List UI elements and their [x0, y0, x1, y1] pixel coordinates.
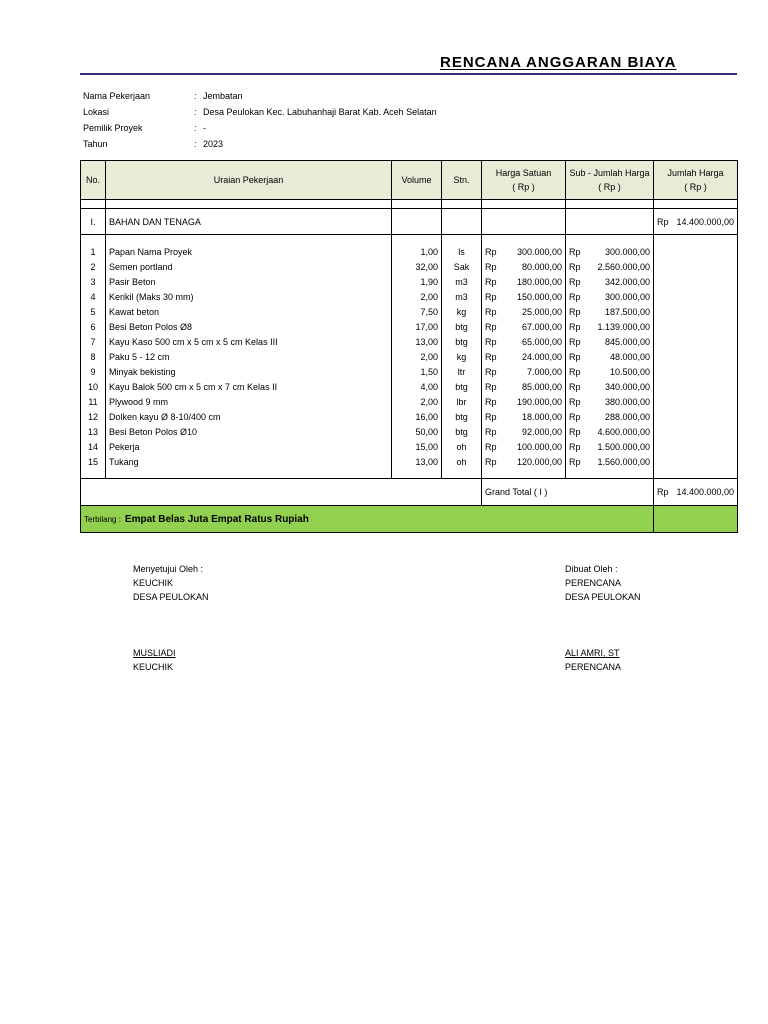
- signature-caption: Menyetujui Oleh :: [133, 564, 204, 574]
- row-harga-satuan: [482, 394, 566, 409]
- currency-symbol: Rp: [485, 276, 497, 287]
- header-harga-satuan-unit: ( Rp ): [512, 182, 535, 192]
- currency-symbol: Rp: [569, 411, 581, 422]
- row-volume: 16,00: [392, 409, 442, 424]
- row-stn: m3: [442, 274, 482, 289]
- row-sub-jumlah: [566, 439, 654, 454]
- header-jumlah-label: Jumlah Harga: [667, 168, 724, 178]
- section-total: 14.400.000,00: [676, 216, 734, 227]
- amount: 1.500.000,00: [597, 441, 650, 452]
- header-sub-jumlah-label: Sub - Jumlah Harga: [569, 168, 650, 178]
- row-sub-jumlah: [566, 364, 654, 379]
- currency-symbol: Rp: [485, 336, 497, 347]
- row-jumlah: [654, 319, 738, 334]
- signature-role: KEUCHIK: [133, 578, 174, 588]
- row-harga-satuan: [482, 364, 566, 379]
- row-stn: btg: [442, 319, 482, 334]
- row-uraian: Kayu Kaso 500 cm x 5 cm x 5 cm Kelas III: [106, 334, 392, 349]
- terbilang-value: Empat Belas Juta Empat Ratus Rupiah: [124, 513, 309, 525]
- row-uraian: Kawat beton: [106, 304, 392, 319]
- header-harga-satuan: [482, 161, 566, 200]
- row-stn: lbr: [442, 394, 482, 409]
- row-jumlah: [654, 304, 738, 319]
- signature-title: KEUCHIK: [133, 662, 174, 672]
- row-jumlah: [654, 409, 738, 424]
- terbilang-label: Terbilang :: [84, 514, 121, 524]
- row-harga-satuan: [482, 454, 566, 469]
- amount: 48.000,00: [609, 351, 650, 362]
- signature-title: PERENCANA: [565, 662, 622, 672]
- row-jumlah: [654, 364, 738, 379]
- info-label: Tahun: [83, 139, 108, 149]
- info-row-lokasi: [83, 105, 437, 121]
- row-sub-jumlah: [566, 379, 654, 394]
- terbilang-cell: [81, 506, 654, 533]
- table-row: [81, 319, 738, 334]
- table-row: [81, 349, 738, 364]
- amount: 1.560.000,00: [597, 456, 650, 467]
- currency-symbol: Rp: [569, 321, 581, 332]
- currency-symbol: Rp: [657, 487, 669, 497]
- amount: 288.000,00: [604, 411, 650, 422]
- row-uraian: Pasir Beton: [106, 274, 392, 289]
- spacer-row: [81, 469, 738, 479]
- table-row: [81, 424, 738, 439]
- row-sub-jumlah: [566, 319, 654, 334]
- amount: 80.000,00: [521, 261, 562, 272]
- currency-symbol: Rp: [485, 381, 497, 392]
- amount: 10.500,00: [609, 366, 650, 377]
- currency-symbol: Rp: [485, 321, 497, 332]
- amount: 340.000,00: [604, 381, 650, 392]
- header-stn: Stn.: [442, 161, 482, 200]
- table-row: [81, 439, 738, 454]
- grand-total-row: [81, 479, 738, 506]
- row-no: 10: [81, 379, 106, 394]
- row-stn: btg: [442, 334, 482, 349]
- info-label: Lokasi: [83, 107, 110, 117]
- currency-symbol: Rp: [485, 261, 497, 272]
- row-volume: 13,00: [392, 454, 442, 469]
- grand-total-value: [654, 479, 738, 506]
- amount: 845.000,00: [604, 336, 650, 347]
- info-separator: :: [194, 139, 197, 149]
- table-row: [81, 259, 738, 274]
- amount: 100.000,00: [516, 441, 562, 452]
- info-label: Pemilik Proyek: [83, 123, 143, 133]
- row-sub-jumlah: [566, 274, 654, 289]
- row-harga-satuan: [482, 424, 566, 439]
- currency-symbol: Rp: [569, 306, 581, 317]
- header-volume: Volume: [392, 161, 442, 200]
- row-harga-satuan: [482, 274, 566, 289]
- row-jumlah: [654, 244, 738, 259]
- row-jumlah: [654, 349, 738, 364]
- row-volume: 2,00: [392, 394, 442, 409]
- header-sub-jumlah: [566, 161, 654, 200]
- signature-name: MUSLIADI: [133, 648, 176, 658]
- row-uraian: Minyak bekisting: [106, 364, 392, 379]
- info-row-nama-pekerjaan: [83, 89, 437, 105]
- row-jumlah: [654, 274, 738, 289]
- currency-symbol: Rp: [569, 246, 581, 257]
- title-underline-rule: [80, 73, 737, 75]
- amount: 1.139.000,00: [597, 321, 650, 332]
- amount: 2.560.000,00: [597, 261, 650, 272]
- grand-total-label: Grand Total ( I ): [482, 479, 654, 506]
- row-sub-jumlah: [566, 349, 654, 364]
- row-volume: 2,00: [392, 349, 442, 364]
- table-row: [81, 409, 738, 424]
- section-name: BAHAN DAN TENAGA: [106, 209, 392, 235]
- row-stn: m3: [442, 289, 482, 304]
- row-jumlah: [654, 454, 738, 469]
- row-sub-jumlah: [566, 244, 654, 259]
- row-harga-satuan: [482, 304, 566, 319]
- row-stn: kg: [442, 304, 482, 319]
- currency-symbol: Rp: [569, 366, 581, 377]
- row-uraian: Pekerja: [106, 439, 392, 454]
- signature-right: [565, 562, 641, 674]
- amount: 150.000,00: [516, 291, 562, 302]
- row-uraian: Besi Beton Polos Ø8: [106, 319, 392, 334]
- terbilang-row: [81, 506, 738, 533]
- amount: 24.000,00: [521, 351, 562, 362]
- info-value: Jembatan: [203, 91, 243, 101]
- row-stn: oh: [442, 439, 482, 454]
- table-row: [81, 289, 738, 304]
- row-no: 8: [81, 349, 106, 364]
- row-volume: 7,50: [392, 304, 442, 319]
- amount: 4.600.000,00: [597, 426, 650, 437]
- row-volume: 15,00: [392, 439, 442, 454]
- row-no: 9: [81, 364, 106, 379]
- row-jumlah: [654, 289, 738, 304]
- section-currency: Rp: [657, 216, 669, 227]
- row-harga-satuan: [482, 289, 566, 304]
- row-no: 5: [81, 304, 106, 319]
- row-stn: ls: [442, 244, 482, 259]
- row-sub-jumlah: [566, 424, 654, 439]
- row-no: 3: [81, 274, 106, 289]
- section-row: [81, 209, 738, 235]
- row-stn: oh: [442, 454, 482, 469]
- row-sub-jumlah: [566, 289, 654, 304]
- header-harga-satuan-label: Harga Satuan: [495, 168, 552, 178]
- row-stn: btg: [442, 379, 482, 394]
- row-sub-jumlah: [566, 304, 654, 319]
- row-jumlah: [654, 334, 738, 349]
- row-no: 15: [81, 454, 106, 469]
- row-uraian: Semen portland: [106, 259, 392, 274]
- row-harga-satuan: [482, 349, 566, 364]
- row-no: 14: [81, 439, 106, 454]
- row-volume: 50,00: [392, 424, 442, 439]
- table-row: [81, 364, 738, 379]
- row-sub-jumlah: [566, 334, 654, 349]
- table-row: [81, 379, 738, 394]
- row-sub-jumlah: [566, 409, 654, 424]
- table-header-row: [81, 161, 738, 200]
- row-uraian: Kayu Balok 500 cm x 5 cm x 7 cm Kelas II: [106, 379, 392, 394]
- info-separator: :: [194, 123, 197, 133]
- row-no: 12: [81, 409, 106, 424]
- spacer-row: [81, 200, 738, 209]
- row-volume: 2,00: [392, 289, 442, 304]
- currency-symbol: Rp: [569, 261, 581, 272]
- row-harga-satuan: [482, 409, 566, 424]
- currency-symbol: Rp: [485, 456, 497, 467]
- amount: 25.000,00: [521, 306, 562, 317]
- row-jumlah: [654, 394, 738, 409]
- row-harga-satuan: [482, 334, 566, 349]
- row-stn: btg: [442, 424, 482, 439]
- table-row: [81, 304, 738, 319]
- row-uraian: Plywood 9 mm: [106, 394, 392, 409]
- amount: 65.000,00: [521, 336, 562, 347]
- row-jumlah: [654, 379, 738, 394]
- row-no: 1: [81, 244, 106, 259]
- signature-org: DESA PEULOKAN: [565, 592, 641, 602]
- currency-symbol: Rp: [569, 426, 581, 437]
- info-separator: :: [194, 107, 197, 117]
- info-value: Desa Peulokan Kec. Labuhanhaji Barat Kab. Aceh Selatan: [203, 107, 437, 117]
- header-uraian: Uraian Pekerjaan: [106, 161, 392, 200]
- amount: 14.400.000,00: [676, 487, 734, 497]
- section-no: I.: [81, 209, 106, 235]
- table-row: [81, 394, 738, 409]
- row-jumlah: [654, 439, 738, 454]
- section-total-cell: [654, 209, 738, 235]
- amount: 300.000,00: [604, 291, 650, 302]
- row-uraian: Besi Beton Polos Ø10: [106, 424, 392, 439]
- row-harga-satuan: [482, 439, 566, 454]
- info-value: -: [203, 123, 206, 133]
- row-no: 7: [81, 334, 106, 349]
- signature-caption: Dibuat Oleh :: [565, 564, 618, 574]
- currency-symbol: Rp: [485, 291, 497, 302]
- info-row-pemilik-proyek: [83, 121, 437, 137]
- currency-symbol: Rp: [485, 246, 497, 257]
- info-label: Nama Pekerjaan: [83, 91, 151, 101]
- row-volume: 1,50: [392, 364, 442, 379]
- row-sub-jumlah: [566, 394, 654, 409]
- row-no: 6: [81, 319, 106, 334]
- table-row: [81, 244, 738, 259]
- row-jumlah: [654, 259, 738, 274]
- amount: 92.000,00: [521, 426, 562, 437]
- row-volume: 4,00: [392, 379, 442, 394]
- amount: 300.000,00: [516, 246, 562, 257]
- row-no: 4: [81, 289, 106, 304]
- signature-role: PERENCANA: [565, 578, 622, 588]
- project-info: [83, 89, 437, 153]
- row-stn: ltr: [442, 364, 482, 379]
- row-stn: kg: [442, 349, 482, 364]
- currency-symbol: Rp: [569, 441, 581, 452]
- amount: 380.000,00: [604, 396, 650, 407]
- row-harga-satuan: [482, 319, 566, 334]
- row-harga-satuan: [482, 259, 566, 274]
- info-separator: :: [194, 91, 197, 101]
- table-row: [81, 274, 738, 289]
- table-row: [81, 454, 738, 469]
- row-volume: 1,00: [392, 244, 442, 259]
- row-volume: 1,90: [392, 274, 442, 289]
- signature-name: ALI AMRI, ST: [565, 648, 620, 658]
- currency-symbol: Rp: [569, 456, 581, 467]
- row-no: 13: [81, 424, 106, 439]
- amount: 7.000,00: [526, 366, 562, 377]
- currency-symbol: Rp: [485, 366, 497, 377]
- amount: 187.500,00: [604, 306, 650, 317]
- row-no: 11: [81, 394, 106, 409]
- row-sub-jumlah: [566, 454, 654, 469]
- row-no: 2: [81, 259, 106, 274]
- row-uraian: Kerikil (Maks 30 mm): [106, 289, 392, 304]
- row-sub-jumlah: [566, 259, 654, 274]
- info-value: 2023: [203, 139, 224, 149]
- row-volume: 32,00: [392, 259, 442, 274]
- currency-symbol: Rp: [569, 276, 581, 287]
- amount: 67.000,00: [521, 321, 562, 332]
- amount: 180.000,00: [516, 276, 562, 287]
- currency-symbol: Rp: [485, 396, 497, 407]
- currency-symbol: Rp: [485, 306, 497, 317]
- currency-symbol: Rp: [569, 291, 581, 302]
- row-stn: btg: [442, 409, 482, 424]
- table-row: [81, 334, 738, 349]
- currency-symbol: Rp: [485, 426, 497, 437]
- amount: 120.000,00: [516, 456, 562, 467]
- spacer-row: [81, 235, 738, 245]
- row-uraian: Papan Nama Proyek: [106, 244, 392, 259]
- amount: 342.000,00: [604, 276, 650, 287]
- currency-symbol: Rp: [485, 411, 497, 422]
- currency-symbol: Rp: [485, 351, 497, 362]
- header-sub-jumlah-unit: ( Rp ): [598, 182, 621, 192]
- row-harga-satuan: [482, 244, 566, 259]
- header-jumlah-unit: ( Rp ): [684, 182, 707, 192]
- row-uraian: Paku 5 - 12 cm: [106, 349, 392, 364]
- row-volume: 17,00: [392, 319, 442, 334]
- page-title: RENCANA ANGGARAN BIAYA: [440, 54, 677, 71]
- signature-org: DESA PEULOKAN: [133, 592, 209, 602]
- currency-symbol: Rp: [569, 396, 581, 407]
- info-row-tahun: [83, 137, 437, 153]
- row-uraian: Tukang: [106, 454, 392, 469]
- currency-symbol: Rp: [485, 441, 497, 452]
- currency-symbol: Rp: [569, 381, 581, 392]
- amount: 300.000,00: [604, 246, 650, 257]
- amount: 85.000,00: [521, 381, 562, 392]
- amount: 18.000,00: [521, 411, 562, 422]
- signature-left: [133, 562, 209, 674]
- header-no: No.: [81, 161, 106, 200]
- currency-symbol: Rp: [569, 351, 581, 362]
- row-uraian: Dolken kayu Ø 8-10/400 cm: [106, 409, 392, 424]
- row-volume: 13,00: [392, 334, 442, 349]
- row-harga-satuan: [482, 379, 566, 394]
- row-stn: Sak: [442, 259, 482, 274]
- amount: 190.000,00: [516, 396, 562, 407]
- budget-table: [80, 160, 738, 533]
- row-jumlah: [654, 424, 738, 439]
- currency-symbol: Rp: [569, 336, 581, 347]
- header-jumlah: [654, 161, 738, 200]
